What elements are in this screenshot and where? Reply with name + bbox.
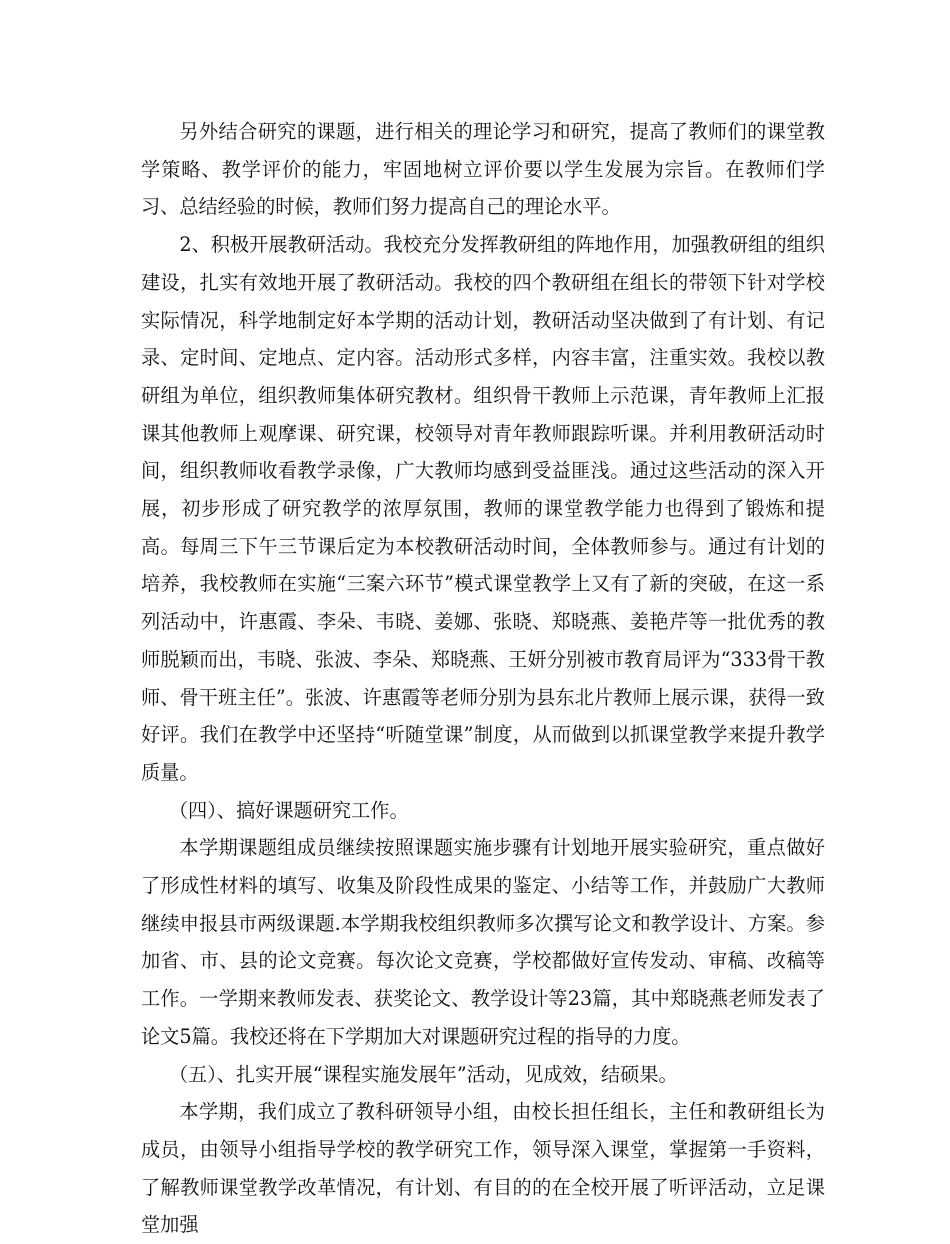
section-heading-4: （四）、搞好课题研究工作。 [168, 798, 409, 822]
paragraph-theory-study: 另外结合研究的课题，进行相关的理论学习和研究，提高了教师们的课堂教学策略、教学评价的能力，牢固地树立评价要以学生发展为宗旨。在教师们学习、总结经验的时候，教师们努力提高自己的理论水平。 [141, 120, 825, 219]
paragraph-topic-research: 本学期课题组成员继续按照课题实施步骤有计划地开展实验研究，重点做好了形成性材料的填写、收集及阶段性成果的鉴定、小结等工作，并鼓励广大教师继续申报县市两级课题.本学期我校组织教师多次撰写论文和教学设计、方案。参加省、市、县的论文竞赛。每次论文竞赛，学校都做好宣传发动、审稿、改稿等工作。一学期来教师发表、获奖论文、教学设计等23篇，其中郑晓燕老师发表了论文5篇。我校还将在下学期加大对课题研究过程的指导的力度。 [141, 836, 825, 1048]
paragraph-curriculum-year: 本学期，我们成立了教科研领导小组，由校长担任组长，主任和教研组长为成员，由领导小组指导学校的教学研究工作，领导深入课堂，掌握第一手资料，了解教师课堂教学改革情况，有计划、有目的的在全校开展了听评活动，立足课堂加强 [141, 1100, 825, 1237]
document-body [141, 113, 825, 1244]
section-heading-5: （五）、扎实开展“课程实施发展年”活动，见成效，结硕果。 [168, 1062, 678, 1086]
paragraph-teaching-research: 2、积极开展教研活动。我校充分发挥教研组的阵地作用，加强教研组的组织建设，扎实有效地开展了教研活动。我校的四个教研组在组长的带领下针对学校实际情况，科学地制定好本学期的活动计划，教研活动坚决做到了有计划、有记录、定时间、定地点、定内容。活动形式多样，内容丰富，注重实效。我校以教研组为单位，组织教师集体研究教材。组织骨干教师上示范课，青年教师上汇报课其他教师上观摩课、研究课，校领导对青年教师跟踪听课。并利用教研活动时间，组织教师收看教学录像，广大教师均感到受益匪浅。通过这些活动的深入开展，初步形成了研究教学的浓厚氛围，教师的课堂教学能力也得到了锻炼和提高。每周三下午三节课后定为本校教研活动时间，全体教师参与。通过有计划的培养，我校教师在实施“三案六环节”模式课堂教学上又有了新的突破，在这一系列活动中，许惠霞、李朵、韦晓、姜娜、张晓、郑晓燕、姜艳芹等一批优秀的教师脱颖而出，韦晓、张波、李朵、郑晓燕、王妍分别被市教育局评为“333骨干教师、骨干班主任”。张波、许惠霞等老师分别为县东北片教师上展示课，获得一致好评。我们在教学中还坚持“听随堂课”制度，从而做到以抓课堂教学来提升教学质量。 [141, 233, 825, 784]
